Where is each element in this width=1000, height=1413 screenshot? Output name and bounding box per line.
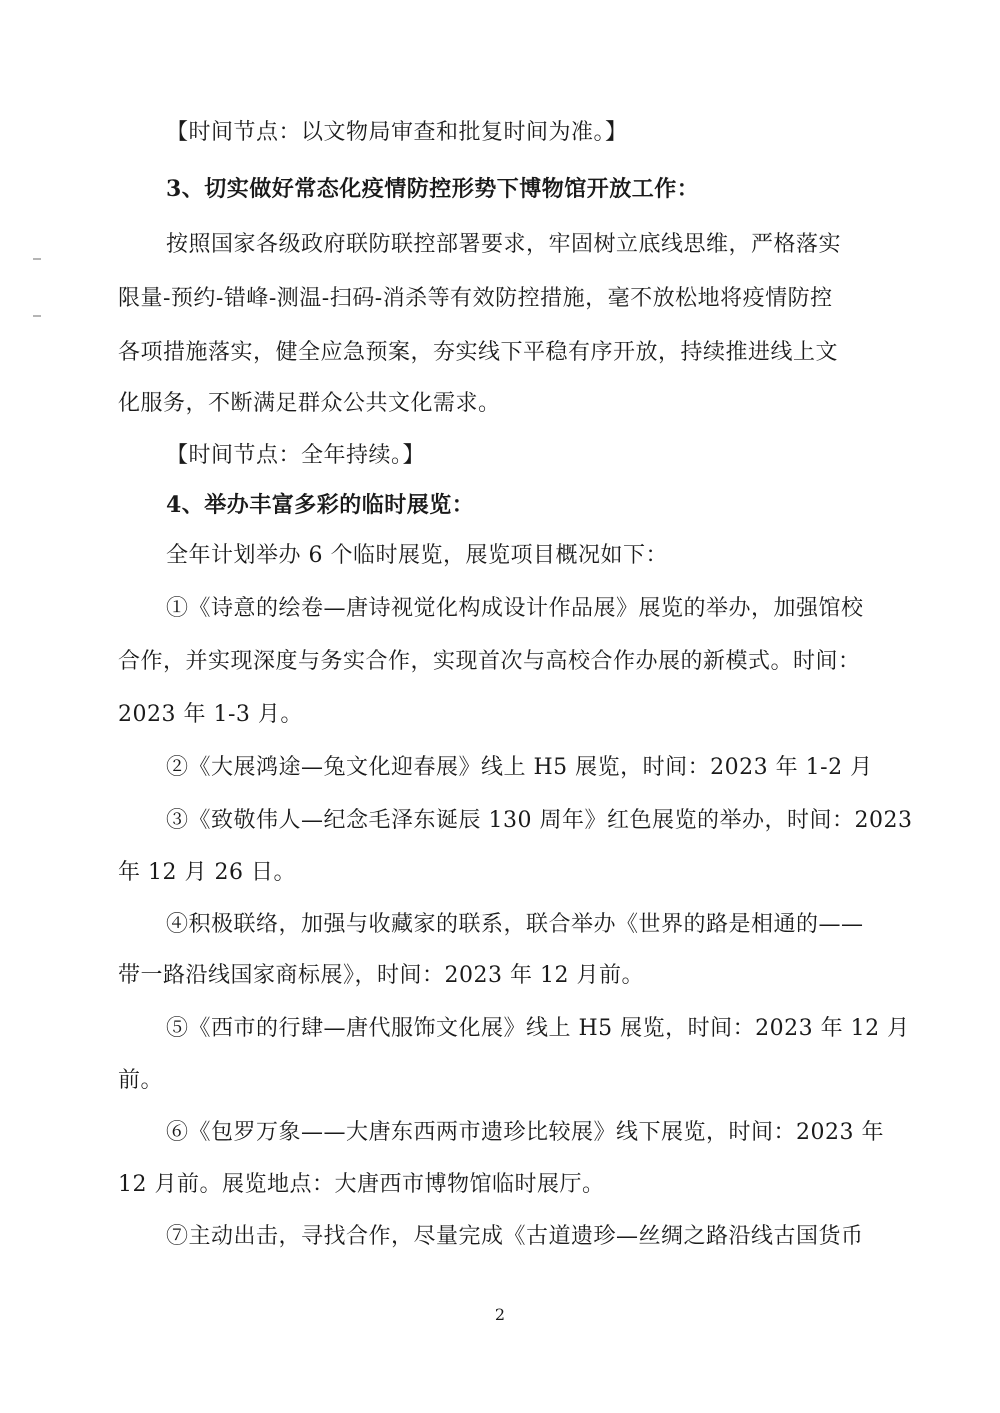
paragraph-line: 化服务，不断满足群众公共文化需求。 <box>118 391 501 416</box>
paragraph-line: 按照国家各级政府联防联控部署要求，牢固树立底线思维，严格落实 <box>166 232 842 257</box>
paragraph-line: 12 月前。展览地点：大唐西市博物馆临时展厅。 <box>118 1172 605 1197</box>
paragraph-line: ③《致敬伟人—纪念毛泽东诞辰 130 周年》红色展览的举办，时间：2023 <box>166 808 913 833</box>
paragraph-line: 各项措施落实，健全应急预案，夯实线下平稳有序开放，持续推进线上文 <box>118 340 839 365</box>
paragraph-line: ④积极联络，加强与收藏家的联系，联合举办《世界的路是相通的—— <box>166 912 864 937</box>
paragraph-line: ⑦主动出击，寻找合作，尽量完成《古道遗珍—丝绸之路沿线古国货币 <box>166 1224 864 1249</box>
scan-artifact <box>33 315 41 317</box>
time-node-note: 【时间节点：以文物局审查和批复时间为准。】 <box>166 120 628 145</box>
paragraph-line: 带一路沿线国家商标展》，时间：2023 年 12 月前。 <box>118 963 644 988</box>
paragraph-line: 合作，并实现深度与务实合作，实现首次与高校合作办展的新模式。时间： <box>118 649 861 674</box>
section-heading: 4、举办丰富多彩的临时展览： <box>166 492 475 518</box>
time-node-note: 【时间节点：全年持续。】 <box>166 443 426 468</box>
section-heading: 3、切实做好常态化疫情防控形势下博物馆开放工作： <box>166 176 700 202</box>
scan-artifact <box>33 258 41 260</box>
paragraph-line: 2023 年 1-3 月。 <box>118 702 303 727</box>
paragraph-line: ⑤《西市的行肆—唐代服饰文化展》线上 H5 展览，时间：2023 年 12 月 <box>166 1016 910 1041</box>
paragraph-line: ⑥《包罗万象——大唐东西两市遗珍比较展》线下展览，时间：2023 年 <box>166 1120 884 1145</box>
paragraph-line: 前。 <box>118 1068 164 1093</box>
paragraph-line: ①《诗意的绘卷—唐诗视觉化构成设计作品展》展览的举办，加强馆校 <box>166 596 864 621</box>
paragraph-line: 限量-预约-错峰-测温-扫码-消杀等有效防控措施，毫不放松地将疫情防控 <box>118 286 833 311</box>
page-number: 2 <box>494 1305 506 1324</box>
paragraph-line: ②《大展鸿途—兔文化迎春展》线上 H5 展览，时间：2023 年 1-2 月 <box>166 755 873 780</box>
paragraph-line: 全年计划举办 6 个临时展览，展览项目概况如下： <box>166 543 668 568</box>
paragraph-line: 年 12 月 26 日。 <box>118 860 296 885</box>
